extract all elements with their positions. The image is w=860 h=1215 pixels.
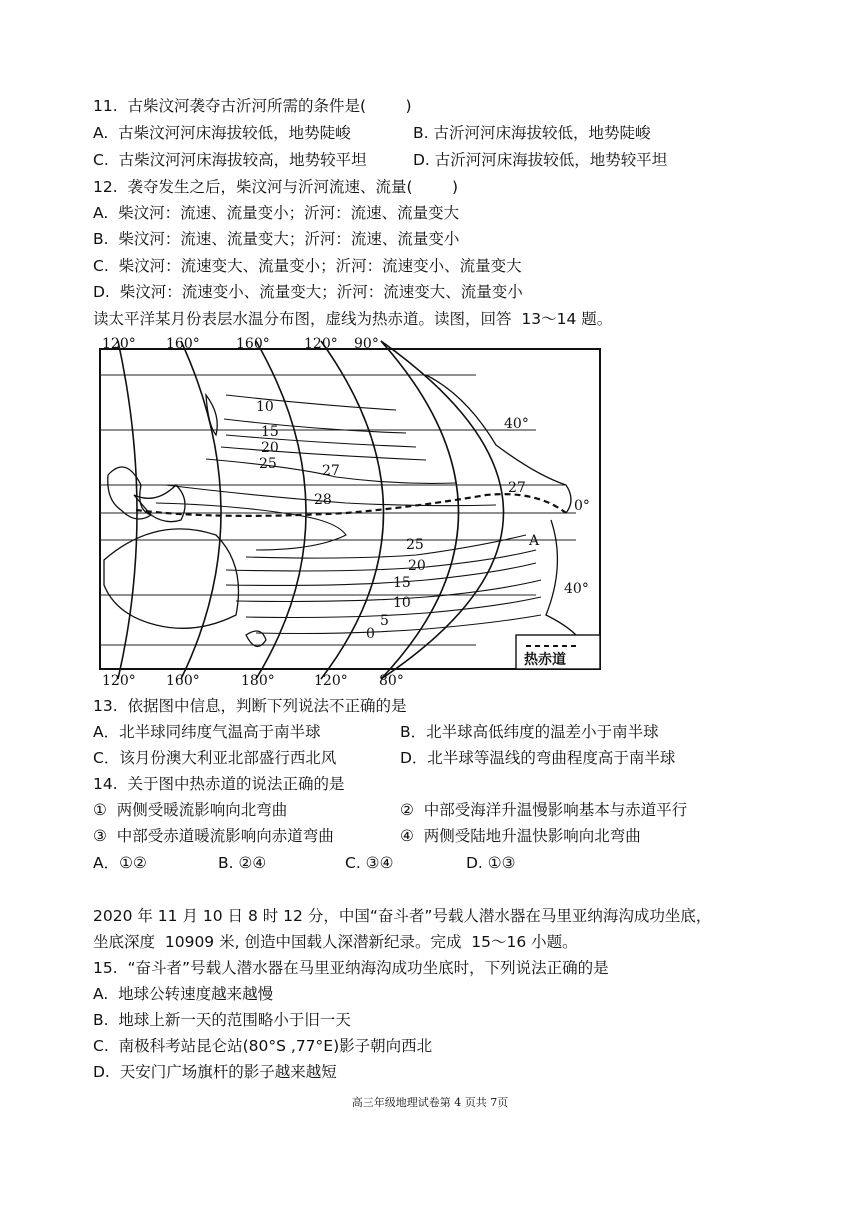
point-a-label: A <box>529 533 540 549</box>
bottom-label-120b: 120° <box>314 673 348 687</box>
q11-option-d: D. 古沂河河床海拔较低，地势较平坦 <box>413 151 668 169</box>
q14-statement-4: ④ 两侧受陆地升温快影响向北弯曲 <box>400 827 641 845</box>
isotherm-label-15s: 15 <box>393 575 411 591</box>
lat-label-40s: 40° <box>564 581 589 597</box>
q12-option-d: D. 柴汶河：流速变小、流量变大；沂河：流速变大、流量变小 <box>93 283 523 301</box>
isotherm-label-15: 15 <box>261 424 279 440</box>
isotherm-label-27: 27 <box>322 463 340 479</box>
isotherm-label-27-east: 27 <box>508 480 526 496</box>
q11-option-c: C. 古柴汶河河床海拔较高，地势较平坦 <box>93 151 367 169</box>
q13-option-d: D．北半球等温线的弯曲程度高于南半球 <box>400 749 676 767</box>
pacific-sst-map <box>96 335 606 687</box>
top-label-160b: 160° <box>236 336 270 352</box>
top-label-120b: 120° <box>304 336 338 352</box>
q11-stem: 11. 古柴汶河袭夺古沂河所需的条件是( ) <box>93 97 412 115</box>
bottom-label-160: 160° <box>166 673 200 687</box>
isotherm-label-20: 20 <box>261 440 279 456</box>
q12-option-c: C. 柴汶河：流速变大、流量变小；沂河：流速变小、流量变大 <box>93 257 522 275</box>
q15-option-d: D. 天安门广场旗杆的影子越来越短 <box>93 1063 337 1081</box>
q15-stem: 15. “奋斗者”号载人潜水器在马里亚纳海沟成功坐底时，下列说法正确的是 <box>93 959 609 977</box>
q14-statement-3: ③ 中部受赤道暖流影响向赤道弯曲 <box>93 827 334 845</box>
isotherm-label-5s: 5 <box>380 613 389 629</box>
q14-statement-1: ① 两侧受暖流影响向北弯曲 <box>93 801 288 819</box>
top-label-90: 90° <box>354 336 379 352</box>
isotherm-label-28: 28 <box>314 492 332 508</box>
q14-option-a: A．①② <box>93 854 147 872</box>
q15-option-c: C. 南极科考站昆仑站(80°S ,77°E)影子朝向西北 <box>93 1037 433 1055</box>
legend-label: 热赤道 <box>524 652 566 668</box>
isotherm-label-0s: 0 <box>366 626 375 642</box>
intro-15-16-line2: 坐底深度 10909 米, 创造中国载人深潜新纪录。完成 15～16 小题。 <box>93 933 578 951</box>
lat-label-0: 0° <box>574 498 590 514</box>
q13-option-b: B．北半球高低纬度的温差小于南半球 <box>400 723 659 741</box>
q11-option-b: B. 古沂河河床海拔较低，地势陡峻 <box>413 124 651 142</box>
q13-option-a: A．北半球同纬度气温高于南半球 <box>93 723 321 741</box>
q14-stem: 14. 关于图中热赤道的说法正确的是 <box>93 775 345 793</box>
q14-statement-2: ② 中部受海洋升温慢影响基本与赤道平行 <box>400 801 688 819</box>
isotherm-label-25: 25 <box>259 456 277 472</box>
isotherm-label-10s: 10 <box>393 595 411 611</box>
intro-15-16-line1: 2020 年 11 月 10 日 8 时 12 分，中国“奋斗者”号载人潜水器在马里亚纳海沟成功坐底， <box>93 907 712 925</box>
bottom-label-180: 180° <box>241 673 275 687</box>
q15-option-b: B. 地球上新一天的范围略小于旧一天 <box>93 1011 351 1029</box>
q15-option-a: A. 地球公转速度越来越慢 <box>93 985 274 1003</box>
q12-stem: 12. 袭夺发生之后，柴汶河与沂河流速、流量( ) <box>93 178 459 196</box>
top-label-120: 120° <box>102 336 136 352</box>
q13-option-c: C．该月份澳大利亚北部盛行西北风 <box>93 749 337 767</box>
isotherm-label-25s: 25 <box>406 537 424 553</box>
bottom-label-120: 120° <box>102 673 136 687</box>
map-frame <box>100 349 600 669</box>
q12-option-a: A. 柴汶河：流速、流量变小；沂河：流速、流量变大 <box>93 204 460 222</box>
isotherm-label-20s: 20 <box>408 558 426 574</box>
q11-option-a: A. 古柴汶河河床海拔较低，地势陡峻 <box>93 124 351 142</box>
page-footer: 高三年级地理试卷第 4 页共 7页 <box>351 1096 509 1109</box>
intro-13-14: 读太平洋某月份表层水温分布图，虚线为热赤道。读图，回答 13～14 题。 <box>93 310 613 328</box>
q12-option-b: B. 柴汶河：流速、流量变大；沂河：流速、流量变小 <box>93 230 460 248</box>
q14-option-d: D. ①③ <box>466 854 516 872</box>
top-label-160a: 160° <box>166 336 200 352</box>
q13-stem: 13. 依据图中信息，判断下列说法不正确的是 <box>93 697 407 715</box>
bottom-label-80: 80° <box>379 673 404 687</box>
q14-option-b: B. ②④ <box>218 854 267 872</box>
lat-label-40n: 40° <box>504 416 529 432</box>
q14-option-c: C. ③④ <box>345 854 394 872</box>
isotherm-label-10: 10 <box>256 399 274 415</box>
